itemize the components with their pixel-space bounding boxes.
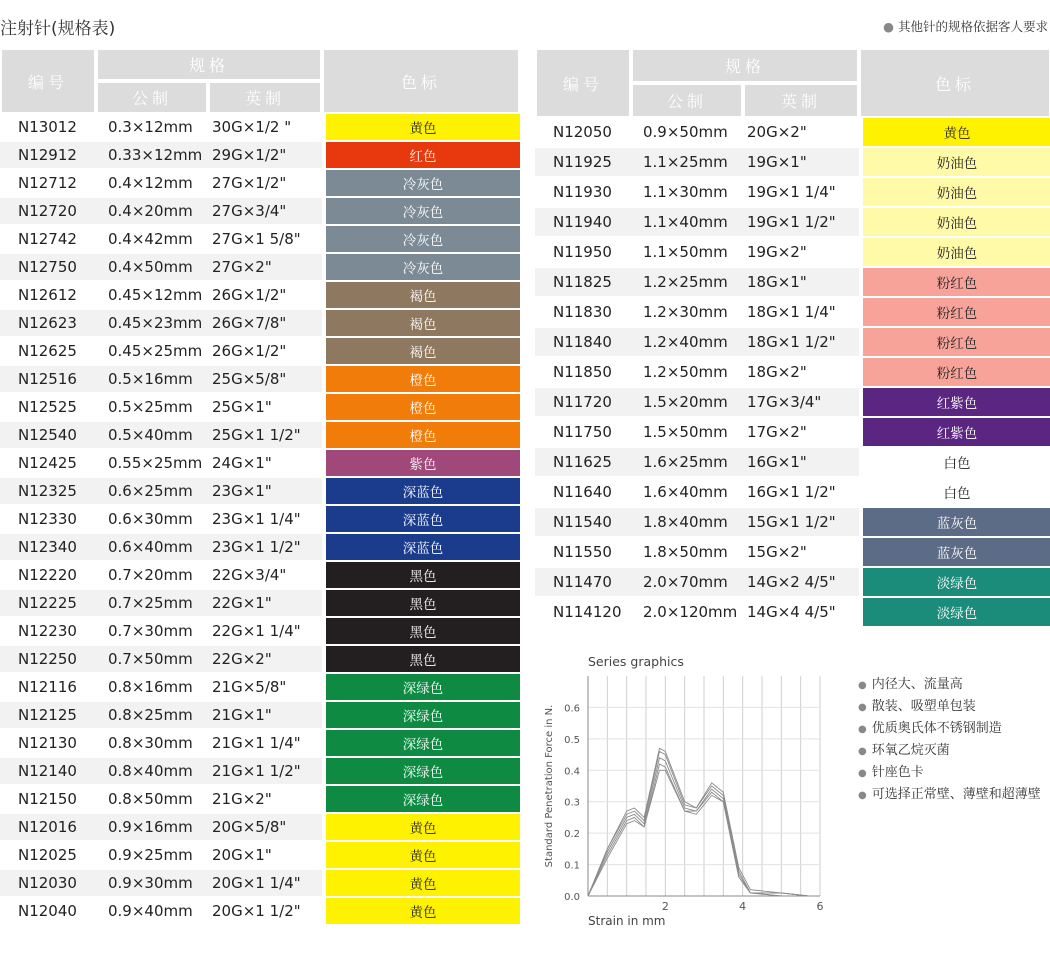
table-row [0,450,520,478]
table-row [0,366,520,394]
color-swatch-cell: 奶油色 [859,148,1050,178]
inch-cell: 26G×1/2" [208,282,322,310]
inch-cell: 20G×1 1/4" [208,870,322,898]
code-cell: N12425 [0,450,96,478]
metric-cell: 1.2×30mm [631,298,743,328]
code-cell: N12330 [0,506,96,534]
color-swatch-cell: 深绿色 [322,702,520,730]
y-tick-label: 0.0 [564,892,580,903]
table-row [0,114,520,142]
metric-cell: 0.7×20mm [96,562,208,590]
code-cell: N12250 [0,646,96,674]
inch-cell: 27G×1/2" [208,170,322,198]
table-row [535,118,1050,148]
table-row [535,568,1050,598]
inch-cell: 21G×1 1/2" [208,758,322,786]
metric-cell: 1.2×40mm [631,328,743,358]
table-row [0,394,520,422]
bullet-icon: ● [858,724,867,735]
inch-cell: 25G×1 1/2" [208,422,322,450]
header-spec: 规格 [96,48,322,81]
inch-cell: 24G×1" [208,450,322,478]
chart-title: Series graphics [588,654,684,669]
feature-item [858,718,1041,740]
metric-cell: 0.5×40mm [96,422,208,450]
feature-item [858,740,1041,762]
series-line [588,758,808,896]
feature-item [858,696,1041,718]
code-cell: N12150 [0,786,96,814]
metric-cell: 0.9×50mm [631,118,743,148]
inch-cell: 15G×2" [743,538,859,568]
table-row [0,590,520,618]
inch-cell: 14G×4 4/5" [743,598,859,628]
y-tick-label: 0.4 [564,766,580,778]
penetration-force-chart [538,652,838,937]
inch-cell: 17G×2" [743,418,859,448]
metric-cell: 0.4×50mm [96,254,208,282]
inch-cell: 25G×5/8" [208,366,322,394]
color-swatch-cell: 黑色 [322,590,520,618]
inch-cell: 20G×5/8" [208,814,322,842]
inch-cell: 18G×1" [743,268,859,298]
header-inch: 英制 [743,83,859,118]
metric-cell: 2.0×120mm [631,598,743,628]
code-cell: N11925 [535,148,631,178]
code-cell: N12116 [0,674,96,702]
metric-cell: 0.4×12mm [96,170,208,198]
y-tick-label: 0.5 [564,734,580,746]
table-row [535,478,1050,508]
code-cell: N12225 [0,590,96,618]
metric-cell: 0.33×12mm [96,142,208,170]
inch-cell: 27G×1 5/8" [208,226,322,254]
color-swatch-cell: 淡绿色 [859,598,1050,628]
color-swatch-cell: 黄色 [859,118,1050,148]
feature-text: 优质奥氏体不锈钢制造 [871,721,1002,736]
code-cell: N12516 [0,366,96,394]
bullet-icon: ● [858,768,867,779]
color-swatch-cell: 深绿色 [322,730,520,758]
table-row [0,674,520,702]
metric-cell: 0.8×40mm [96,758,208,786]
inch-cell: 22G×2" [208,646,322,674]
code-cell: N11930 [535,178,631,208]
page-title: 注射针(规格表) [0,19,116,39]
code-cell: N12750 [0,254,96,282]
inch-cell: 19G×2" [743,238,859,268]
color-swatch-cell: 黑色 [322,618,520,646]
y-tick-label: 0.3 [564,797,580,809]
table-row [535,388,1050,418]
color-swatch-cell: 黄色 [322,870,520,898]
metric-cell: 0.45×12mm [96,282,208,310]
table-row [0,310,520,338]
inch-cell: 21G×1" [208,702,322,730]
color-swatch-cell: 蓝灰色 [859,538,1050,568]
code-cell: N12742 [0,226,96,254]
color-swatch-cell: 黑色 [322,562,520,590]
metric-cell: 1.1×25mm [631,148,743,178]
table-row [0,142,520,170]
inch-cell: 19G×1 1/4" [743,178,859,208]
color-swatch-cell: 深蓝色 [322,506,520,534]
color-swatch-cell: 褐色 [322,282,520,310]
code-cell: N11950 [535,238,631,268]
color-swatch-cell: 褐色 [322,310,520,338]
feature-item [858,674,1041,696]
code-cell: N12720 [0,198,96,226]
table-row [0,702,520,730]
feature-text: 针座色卡 [871,765,924,780]
metric-cell: 1.5×50mm [631,418,743,448]
inch-cell: 27G×3/4" [208,198,322,226]
table-row [535,298,1050,328]
metric-cell: 0.45×25mm [96,338,208,366]
code-cell: N12025 [0,842,96,870]
color-swatch-cell: 橙色 [322,366,520,394]
y-tick-label: 0.6 [564,703,580,715]
custom-spec-note [883,17,1048,35]
table-row [0,618,520,646]
series-line [588,764,808,896]
table-row [0,226,520,254]
metric-cell: 0.8×30mm [96,730,208,758]
metric-cell: 1.1×40mm [631,208,743,238]
color-swatch-cell: 黄色 [322,842,520,870]
feature-item [858,784,1041,806]
header-inch: 英制 [208,81,322,114]
table-row [535,328,1050,358]
inch-cell: 27G×2" [208,254,322,282]
code-cell: N12912 [0,142,96,170]
code-cell: N12540 [0,422,96,450]
spec-table-right [535,48,1050,628]
inch-cell: 22G×3/4" [208,562,322,590]
feature-text: 可选择正常壁、薄壁和超薄壁 [871,787,1041,802]
inch-cell: 29G×1/2" [208,142,322,170]
table-row [535,598,1050,628]
color-swatch-cell: 深绿色 [322,786,520,814]
table-row [0,730,520,758]
table-row [0,786,520,814]
inch-cell: 20G×1" [208,842,322,870]
metric-cell: 0.5×25mm [96,394,208,422]
table-row [0,842,520,870]
color-swatch-cell: 粉红色 [859,298,1050,328]
inch-cell: 16G×1 1/2" [743,478,859,508]
table-row [0,478,520,506]
code-cell: N13012 [0,114,96,142]
metric-cell: 1.2×25mm [631,268,743,298]
metric-cell: 1.8×50mm [631,538,743,568]
table-row [0,282,520,310]
inch-cell: 22G×1 1/4" [208,618,322,646]
table-row [535,238,1050,268]
color-swatch-cell: 黄色 [322,814,520,842]
metric-cell: 0.55×25mm [96,450,208,478]
color-swatch-cell: 粉红色 [859,268,1050,298]
color-swatch-cell: 冷灰色 [322,198,520,226]
color-swatch-cell: 冷灰色 [322,254,520,282]
metric-cell: 1.6×40mm [631,478,743,508]
color-swatch-cell: 白色 [859,448,1050,478]
color-swatch-cell: 紫色 [322,450,520,478]
inch-cell: 18G×1 1/4" [743,298,859,328]
bullet-icon: ● [858,702,867,713]
code-cell: N12130 [0,730,96,758]
code-cell: N12230 [0,618,96,646]
metric-cell: 0.5×16mm [96,366,208,394]
y-tick-label: 0.2 [564,829,580,841]
code-cell: N11850 [535,358,631,388]
metric-cell: 0.4×42mm [96,226,208,254]
code-cell: N12125 [0,702,96,730]
table-row [0,338,520,366]
metric-cell: 0.9×40mm [96,898,208,926]
inch-cell: 23G×1 1/2" [208,534,322,562]
metric-cell: 1.6×25mm [631,448,743,478]
color-swatch-cell: 橙色 [322,422,520,450]
header-color: 色标 [322,48,520,114]
color-swatch-cell: 淡绿色 [859,568,1050,598]
inch-cell: 15G×1 1/2" [743,508,859,538]
table-row [535,208,1050,238]
table-row [0,198,520,226]
metric-cell: 0.6×30mm [96,506,208,534]
code-cell: N12340 [0,534,96,562]
color-swatch-cell: 深蓝色 [322,534,520,562]
inch-cell: 21G×1 1/4" [208,730,322,758]
feature-list [858,674,1041,806]
inch-cell: 19G×1 1/2" [743,208,859,238]
bullet-icon: ● [858,790,867,801]
code-cell: N11640 [535,478,631,508]
metric-cell: 0.9×30mm [96,870,208,898]
inch-cell: 25G×1" [208,394,322,422]
code-cell: N12040 [0,898,96,926]
table-row [535,268,1050,298]
color-swatch-cell: 红色 [322,142,520,170]
table-row [0,506,520,534]
spec-table-left-body [0,114,520,926]
metric-cell: 1.1×50mm [631,238,743,268]
header-code: 编号 [535,48,631,118]
color-swatch-cell: 橙色 [322,394,520,422]
code-cell: N11750 [535,418,631,448]
table-row [535,418,1050,448]
code-cell: N11940 [535,208,631,238]
color-swatch-cell: 深绿色 [322,758,520,786]
table-row [535,148,1050,178]
table-row [0,422,520,450]
code-cell: N12625 [0,338,96,366]
y-tick-label: 0.1 [564,860,580,872]
metric-cell: 0.7×50mm [96,646,208,674]
metric-cell: 0.9×16mm [96,814,208,842]
table-row [0,758,520,786]
metric-cell: 0.6×25mm [96,478,208,506]
series-line [588,751,808,896]
feature-text: 环氧乙烷灭菌 [871,743,950,758]
color-swatch-cell: 蓝灰色 [859,508,1050,538]
metric-cell: 0.8×50mm [96,786,208,814]
code-cell: N12050 [535,118,631,148]
header-code: 编号 [0,48,96,114]
metric-cell: 0.7×25mm [96,590,208,618]
metric-cell: 0.45×23mm [96,310,208,338]
x-tick-label: 4 [739,900,747,913]
inch-cell: 21G×5/8" [208,674,322,702]
table-row [535,448,1050,478]
color-swatch-cell: 黄色 [322,898,520,926]
code-cell: N11830 [535,298,631,328]
table-row [0,898,520,926]
feature-text: 散装、吸塑单包装 [871,699,976,714]
code-cell: N11825 [535,268,631,298]
metric-cell: 0.7×30mm [96,618,208,646]
code-cell: N12612 [0,282,96,310]
color-swatch-cell: 红紫色 [859,388,1050,418]
color-swatch-cell: 深绿色 [322,674,520,702]
metric-cell: 2.0×70mm [631,568,743,598]
table-row [535,358,1050,388]
inch-cell: 18G×1 1/2" [743,328,859,358]
x-tick-label: 2 [661,900,669,913]
inch-cell: 26G×7/8" [208,310,322,338]
code-cell: N12325 [0,478,96,506]
metric-cell: 1.8×40mm [631,508,743,538]
inch-cell: 20G×1 1/2" [208,898,322,926]
table-row [0,534,520,562]
code-cell: N12623 [0,310,96,338]
metric-cell: 0.8×16mm [96,674,208,702]
color-swatch-cell: 冷灰色 [322,226,520,254]
feature-item [858,762,1041,784]
inch-cell: 14G×2 4/5" [743,568,859,598]
x-axis-label: Strain in mm [588,914,666,928]
inch-cell: 22G×1" [208,590,322,618]
spec-table-left [0,48,520,926]
color-swatch-cell: 深蓝色 [322,478,520,506]
metric-cell: 1.1×30mm [631,178,743,208]
metric-cell: 1.2×50mm [631,358,743,388]
color-swatch-cell: 红紫色 [859,418,1050,448]
metric-cell: 0.9×25mm [96,842,208,870]
inch-cell: 30G×1/2 " [208,114,322,142]
color-swatch-cell: 粉红色 [859,358,1050,388]
bullet-icon: ● [858,746,867,757]
x-tick-label: 6 [816,900,824,913]
metric-cell: 1.5×20mm [631,388,743,418]
code-cell: N12030 [0,870,96,898]
color-swatch-cell: 黄色 [322,114,520,142]
table-row [0,646,520,674]
code-cell: N12712 [0,170,96,198]
metric-cell: 0.4×20mm [96,198,208,226]
code-cell: N12220 [0,562,96,590]
color-swatch-cell: 粉红色 [859,328,1050,358]
inch-cell: 19G×1" [743,148,859,178]
inch-cell: 20G×2" [743,118,859,148]
y-axis-label: Standard Penetration Force in N. [544,704,555,868]
table-row [0,254,520,282]
code-cell: N12140 [0,758,96,786]
inch-cell: 18G×2" [743,358,859,388]
inch-cell: 23G×1" [208,478,322,506]
inch-cell: 21G×2" [208,786,322,814]
bullet-icon: ● [883,19,894,34]
table-row [0,870,520,898]
inch-cell: 26G×1/2" [208,338,322,366]
spec-table-right-body [535,118,1050,628]
table-row [0,562,520,590]
header-color: 色标 [859,48,1050,118]
note-text: 其他针的规格依据客人要求 [897,19,1048,34]
code-cell: N12525 [0,394,96,422]
color-swatch-cell: 奶油色 [859,238,1050,268]
inch-cell: 23G×1 1/4" [208,506,322,534]
header-metric: 公制 [96,81,208,114]
color-swatch-cell: 褐色 [322,338,520,366]
header-spec: 规格 [631,48,859,83]
inch-cell: 17G×3/4" [743,388,859,418]
table-row [535,508,1050,538]
code-cell: N11540 [535,508,631,538]
code-cell: N11840 [535,328,631,358]
code-cell: N12016 [0,814,96,842]
color-swatch-cell: 奶油色 [859,208,1050,238]
header-metric: 公制 [631,83,743,118]
code-cell: N11550 [535,538,631,568]
code-cell: N114120 [535,598,631,628]
code-cell: N11625 [535,448,631,478]
code-cell: N11720 [535,388,631,418]
table-row [0,170,520,198]
metric-cell: 0.6×40mm [96,534,208,562]
table-row [0,814,520,842]
table-row [535,178,1050,208]
metric-cell: 0.3×12mm [96,114,208,142]
feature-text: 内径大、流量高 [871,677,963,692]
metric-cell: 0.8×25mm [96,702,208,730]
color-swatch-cell: 黑色 [322,646,520,674]
color-swatch-cell: 白色 [859,478,1050,508]
color-swatch-cell: 冷灰色 [322,170,520,198]
color-swatch-cell: 奶油色 [859,178,1050,208]
inch-cell: 16G×1" [743,448,859,478]
code-cell: N11470 [535,568,631,598]
table-row [535,538,1050,568]
bullet-icon: ● [858,680,867,691]
